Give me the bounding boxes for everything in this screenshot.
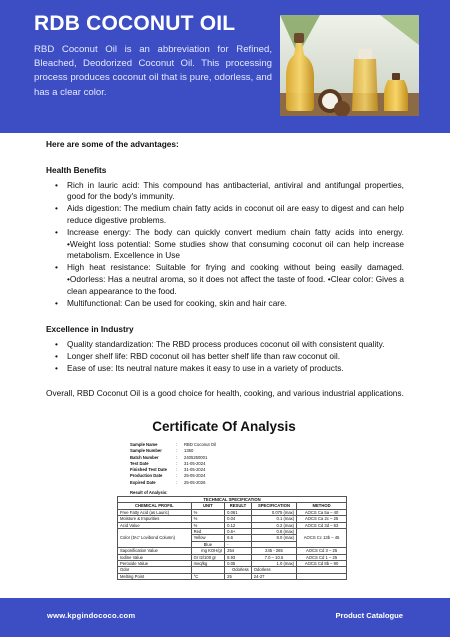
footer-bar [0,598,450,637]
spec-table [117,496,347,580]
cell-spec: 8.0 (max) [251,535,296,541]
cell-unit: Yellow [191,535,225,541]
meta-key: Sample Number [130,448,162,454]
cell-spec: 0.8 (max) [251,529,296,535]
cell-profil: Odor [118,567,192,573]
cell-unit: % [191,522,225,528]
meta-row: Sample Number : 1350 [130,448,194,454]
meta-row: Production Date : 25-05-2024 [130,473,206,479]
meta-row: Batch Number : 2405250001 [130,454,208,460]
cell-unit: mg KOH/gr [191,548,225,554]
cell-result: 0.061 [225,509,252,515]
advantages-intro: Here are some of the advantages: [46,139,179,149]
list-item: • Increase energy: The body can quickly convert medium chain fatty acids into energy. •Weight loss potential: Some studies show that consuming coconut oil can help increase metabolism. Excellence in Use [46,227,404,262]
cell-result: 6.6 [225,535,252,541]
meta-value: 1350 [184,448,194,454]
cell-spec: 24-27 [251,573,296,579]
cell-profil: Acid Value [118,522,192,528]
cell-method: AOCS Cd 1 – 25 [297,554,347,560]
meta-key: Finished Test Date [130,467,167,473]
cell-method: AOCS Ca 2c – 25 [297,516,347,522]
meta-value: 2405250001 [184,454,208,460]
list-item: • Aids digestion: The medium chain fatty acids in coconut oil are easy to digest and can help reduce digestive problems. [46,203,404,227]
industry-list [46,339,404,374]
list-item: • High heat resistance: Suitable for frying and cooking without being easily damaged. •Odorless: Has a neutral aroma, so it does not affect the taste of food. •Clear color: Gives a clean appearance to the food. [46,262,404,297]
coconut-oil-photo [280,15,419,116]
cell-unit: °C [191,573,225,579]
cell-spec: 0.1 (max) [251,516,296,522]
cell-spec: 1.0 (max) [251,561,296,567]
page-title: RDB COCONUT OIL [34,12,236,35]
cell-spec: Odorless [251,567,296,573]
cell-result: 0.6+ [225,529,252,535]
cell-result: 0.12 [225,522,252,528]
table-header-row [118,503,347,509]
industry-heading: Excellence in Industry [46,324,134,335]
cell-result: 0.04 [225,516,252,522]
meta-value: 25-05-2026 [184,479,206,485]
cell-method: AOCS Ca 5a – 40 [297,509,347,515]
cell-result: - [225,541,252,547]
list-item: • Rich in lauric acid: This compound has antibacterial, antiviral and antifungal properties, good for the body's immunity. [46,180,404,204]
column-header: RESULT [225,503,252,509]
main-content [46,139,404,399]
cell-profil: Melting Point [118,573,192,579]
list-item: • Quality standardization: The RBD process produces coconut oil with consistent quality. [46,339,404,351]
summary-paragraph: Overall, RBD Coconut Oil is a good choice for health, cooking, and various industrial applications. [46,387,404,398]
meta-key: Batch Number [130,454,159,460]
cell-method: AOCS Cd 3d – 63 [297,522,347,528]
cell-spec: 0.075 (max) [251,509,296,515]
meta-key: Production Date [130,473,163,479]
list-item: • Ease of use: Its neutral nature makes it easy to use in a variety of products. [46,363,404,375]
cell-spec: 0.2 (max) [251,522,296,528]
list-item: • Longer shelf life: RBD coconut oil has better shelf life than raw coconut oil. [46,351,404,363]
table-row [118,548,347,554]
meta-row: Expired Date : 25-05-2026 [130,479,206,485]
cell-unit: Blue [191,541,225,547]
column-header: METHOD [297,503,347,509]
catalogue-label: Product Catalogue [335,611,403,620]
result-label: Result of Analysis: [130,490,168,496]
list-item: • Multifunctional: Can be used for cooking, skin and hair care. [46,298,404,310]
table-row [118,529,347,535]
column-header: CHEMICAL PROFIL [118,503,192,509]
cell-unit: Gr I2/100 gr [191,554,225,560]
cell-spec: 245 - 265 [251,548,296,554]
cell-unit: Red [191,529,225,535]
cell-profil: Color (5¼" Lovibond Column) [118,529,192,548]
website-link[interactable]: www.kpgindococo.com [47,611,136,620]
health-benefits-heading: Health Benefits [46,164,107,175]
cell-method: AOCS Cc 13b – 45 [297,529,347,548]
cell-result: 0.05 [225,561,252,567]
meta-value: 25-05-2024 [184,473,206,479]
cell-unit: meq/kg [191,561,225,567]
cell-result: 25 [225,573,252,579]
header-banner [0,0,450,133]
meta-value: 31-05-2024 [184,460,206,466]
cell-profil: Saponification Value [118,548,192,554]
cell-profil: Moisture & Impurities [118,516,192,522]
certificate-section [104,419,344,495]
table-row [118,573,347,579]
cell-result: Odorless [225,567,252,573]
certificate-title: Certificate Of Analysis [152,419,296,434]
meta-row: Finished Test Date : 31-05-2024 [130,467,206,473]
cell-method: AOCS Cd 8b – 90 [297,561,347,567]
health-benefits-list [46,180,404,310]
column-header: UNIT [191,503,225,509]
cell-result: 254 [225,548,252,554]
cell-unit: % [191,509,225,515]
header-description: RBD Coconut Oil is an abbreviation for Refined, Bleached, Deodorized Coconut Oil. This processing process produces coconut oil that is pure, odorless, and has a clear color. [34,44,272,98]
spec-title: TECHNICAL SPECIFICATION [118,497,347,503]
meta-key: Expired Date [130,479,156,485]
table-row [118,509,347,515]
meta-key: Sample Name [130,442,158,447]
cell-spec: 7.0 – 10.5 [251,554,296,560]
cell-method: AOCS Cd 3 – 25 [297,548,347,554]
meta-row: Test Date : 31-05-2024 [130,460,206,466]
cell-method [297,573,347,579]
cell-profil: Free Fatty Acid (as Lauric) [118,509,192,515]
cell-profil: Iodine Value [118,554,192,560]
meta-row: Sample Name : RBD Coconut Oil [130,442,216,447]
meta-value: RBD Coconut Oil [184,442,216,447]
meta-key: Test Date [130,460,149,466]
certificate-meta [130,442,344,486]
cell-profil: Peroxide Value [118,561,192,567]
cell-result: 8.93 [225,554,252,560]
cell-unit: % [191,516,225,522]
column-header: SPECIFICATION [251,503,296,509]
meta-value: 31-05-2024 [184,467,206,473]
table-row [118,516,347,522]
